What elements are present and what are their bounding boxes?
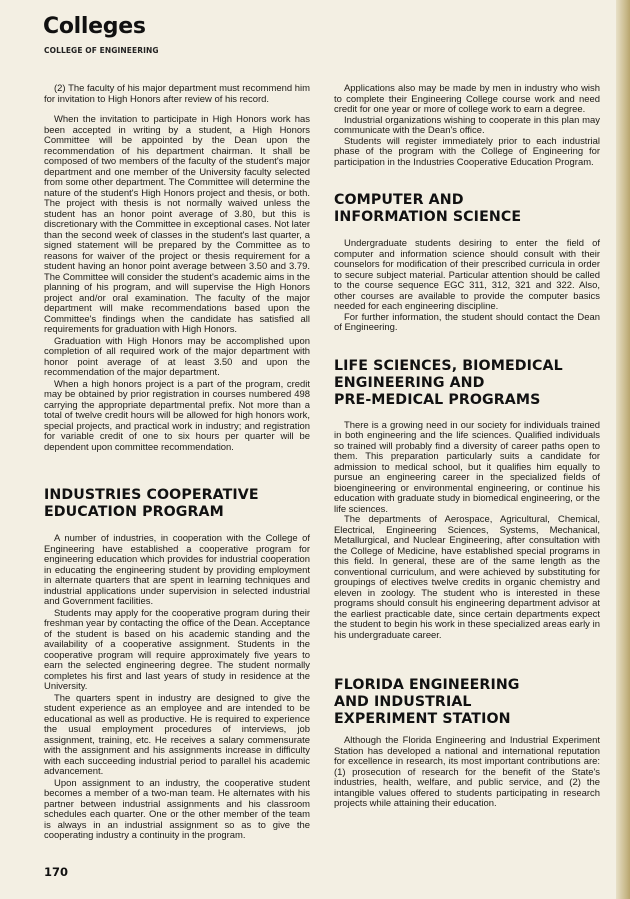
- page-number: 170: [44, 865, 69, 879]
- heading-line: EDUCATION PROGRAM: [44, 504, 224, 520]
- heading-line: PRE-MEDICAL PROGRAMS: [334, 391, 541, 408]
- heading-line: LIFE SCIENCES, BIOMEDICAL: [334, 357, 563, 374]
- section-heading: [334, 358, 600, 409]
- heading-line: INFORMATION SCIENCE: [334, 209, 522, 225]
- right-column: [334, 84, 600, 810]
- heading-line: INDUSTRIES COOPERATIVE: [44, 487, 259, 503]
- paragraph: Graduation with High Honors may be accomplished upon completion of all required work of the major department with honor point average of at least 3.50 and upon the recommendation of the major department.: [44, 335, 310, 378]
- heading-line: EXPERIMENT STATION: [334, 711, 511, 727]
- paragraph: Industrial organizations wishing to cooperate in this plan may communicate with the Dean's office.: [334, 114, 600, 136]
- paragraph: When a high honors project is a part of the program, credit may be obtained by prior registration in courses numbered 498 carrying the appropriate departmental prefix. Not more than a total of twelve credit hours will be allowed for high honors work, special projects, and practical work in industry; and registration for variable credit of one to six hours per quarter will be dependent upon committee recommendation.: [44, 378, 310, 453]
- paragraph: For further information, the student should contact the Dean of Engineering.: [334, 311, 600, 333]
- heading-line: COMPUTER AND: [334, 192, 464, 208]
- paragraph: Students will register immediately prior to each industrial phase of the program with the College of Engineering for participation in the Industries Cooperative Education Program.: [334, 135, 600, 168]
- heading-line: FLORIDA ENGINEERING: [334, 677, 520, 693]
- page-title: Colleges: [43, 14, 146, 39]
- heading-line: ENGINEERING AND: [334, 374, 485, 391]
- paragraph: The departments of Aerospace, Agricultural, Chemical, Electrical, Engineering Sciences, Systems, Mechanical, Metallurgical, and Nuclear Engineering, after consultation with the College of Medicine, have established special programs in this field. In general, these are of the same length as the conventional curriculum, and were achieved by substituting for groupings of electives twelve credits in organic chemistry and eleven in zoology. The student who is interested in these programs should consult his engineering department advisor at the earliest practicable date, since certain departments expect the student to begin his work in these specialized areas early in his undergraduate career.: [334, 514, 600, 641]
- paragraph: A number of industries, in cooperation with the College of Engineering have established a cooperative program for engineering education which provides for industrial cooperation in educating the engineering student by providing employment in alternate quarters that are spent in learning techniques and industrial applications under supervision in selected industrial and Government facilities.: [44, 533, 310, 607]
- heading-line: AND INDUSTRIAL: [334, 694, 472, 710]
- section-heading: [334, 192, 600, 226]
- section-heading: [334, 677, 600, 728]
- left-column: [44, 84, 310, 842]
- page-subtitle: COLLEGE OF ENGINEERING: [44, 46, 159, 55]
- paragraph: (2) The faculty of his major department must recommend him for invitation to High Honors after review of his record.: [44, 83, 310, 105]
- section-heading: [44, 487, 310, 521]
- page-edge: [616, 0, 630, 899]
- paragraph: Students may apply for the cooperative program during their freshman year by contacting the office of the Dean. Acceptance of the student is based on his academic standing and the availability of a cooperative assignment. Students in the cooperative program will require approximately five years to earn the selected engineering degree. The student normally completes his first and last years of study in residence at the University.: [44, 607, 310, 692]
- paragraph: When the invitation to participate in High Honors work has been accepted in writing by a student, a High Honors Committee will be appointed by the Dean upon the recommendation of his department chairman. It shall be composed of two members of the faculty of the student's major department and one member of the University faculty selected from some other department. The Committee will determine the nature of the student's High Honors project and thesis, or both. The project with thesis is not normally waived unless the student has an honor point average of 3.80, but this is discretionary with the Committee in exceptional cases. Not later than the second week of classes in the student's last quarter, a signed statement will be prepared by the Committee as to reasons for waiver of the project or thesis requirement for a student having an honor point average between 3.50 and 3.79. The Committee will consider the student's academic aims in the planning of his program, and will supervise the High Honors project and/or oral examination. The faculty of the major department will make recommendations based upon the Committee's findings when the candidate has satisfied all requirements for graduation with High Honors.: [44, 114, 310, 335]
- paragraph: Although the Florida Engineering and Industrial Experiment Station has developed a national and international reputation for excellence in research, its most important contributions are: (1) prosecution of research for the benefit of the State's industries, health, welfare, and public service, and (2) the intangible values offered to students participating in research projects while attaining their education.: [334, 735, 600, 809]
- paragraph: The quarters spent in industry are designed to give the student experience as an employee and are intended to be educational as well as productive. He is required to experience the usual employment procedures of interviews, job assignment, training, etc. He receives a salary commensurate with the assignment and his assignments increase in difficulty with each succeeding industrial period to parallel his academic advancement.: [44, 692, 310, 777]
- paragraph: There is a growing need in our society for individuals trained in both engineering and the life sciences. Qualified individuals so trained will probably find a diversity of career paths open to them. This preparation particularly suits a candidate for admission to medical school, but it qualifies him equally to pursue an engineering career in the specialized fields of bioengineering or environmental engineering, or continue his education with graduate study in biomedical engineering, or the life sciences.: [334, 419, 600, 515]
- paragraph: Upon assignment to an industry, the cooperative student becomes a member of a two-man team. He alternates with his partner between industrial assignments and his classroom schedules each quarter. One or the other member of the team is always in an industrial assignment so as to give the cooperating industry a continuity in the program.: [44, 777, 310, 841]
- paragraph: Applications also may be made by men in industry who wish to complete their Engineering College course work and need credit for one year or more of college work to earn a degree.: [334, 83, 600, 115]
- paragraph: Undergraduate students desiring to enter the field of computer and information science should consult with their counselors for modification of their prescribed curricula in order to secure subject material. Particular attention should be called to the course sequence EGC 311, 312, 321 and 322. Also, other courses are available to provide the computer basics needed for each engineering discipline.: [334, 238, 600, 312]
